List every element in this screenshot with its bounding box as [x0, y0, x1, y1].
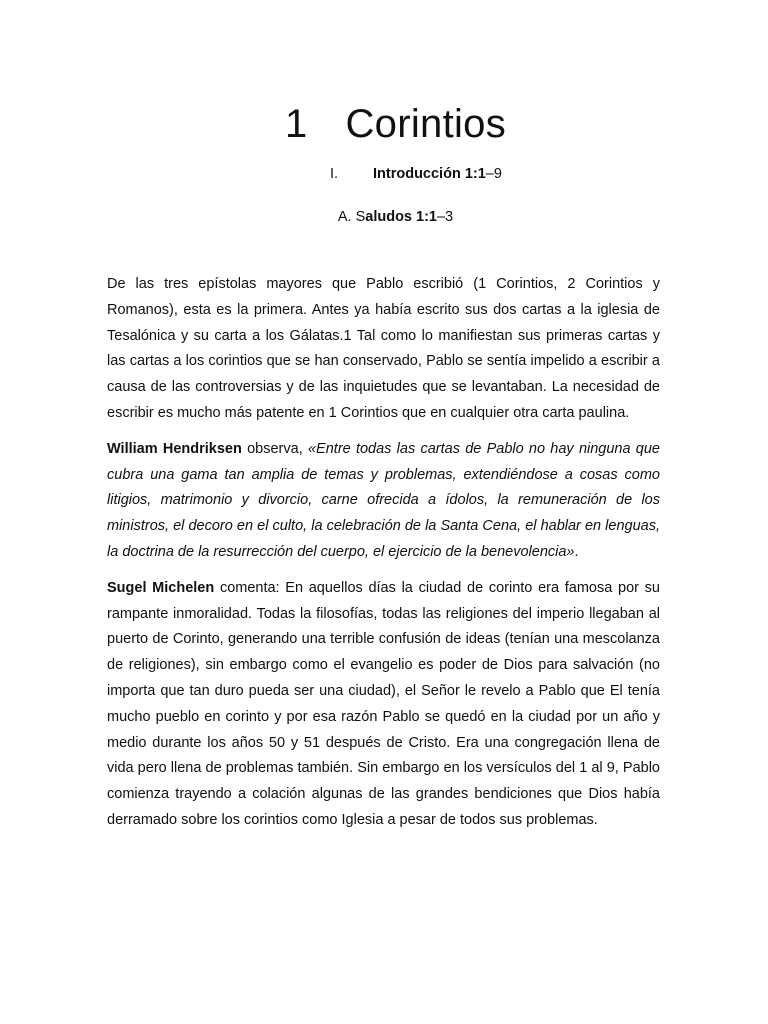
- section-heading: [107, 162, 660, 186]
- section-label: Introducción 1:1: [373, 166, 486, 182]
- title-word: Corintios: [345, 102, 507, 146]
- section-label-wrap: [373, 162, 502, 186]
- subsection-range-end: –3: [436, 209, 454, 225]
- author-name: William Hendriksen: [107, 440, 242, 457]
- paragraph-verb: observa,: [241, 440, 308, 457]
- paragraph-intro: De las tres epístolas mayores que Pablo escribió (1 Corintios, 2 Corintios y Romanos), esta es la primera. Antes ya había escrito sus dos cartas a la iglesia de Tesalónica y su carta a los Gálatas.1 Tal como lo manifiestan sus primeras cartas y las cartas a los corintios que se han conservado, Pablo se sentía impelido a escribir a causa de las controversias y de las inquietudes que se levantaban. La necesidad de escribir es mucho más patente en 1 Corintios que en cualquier otra carta paulina.: [107, 276, 660, 421]
- paragraph-end: .: [574, 543, 579, 560]
- document-page: [107, 96, 660, 834]
- title-number: 1: [284, 102, 308, 146]
- subsection-label: aludos 1:1: [365, 209, 437, 225]
- paragraph-michelen: [107, 576, 660, 834]
- section-numeral: I.: [330, 166, 339, 182]
- subsection-prefix: A. S: [337, 209, 366, 225]
- quote-text: «Entre todas las cartas de Pablo no hay ninguna que cubra una gama tan amplia de temas y problemas, extendiéndose a cosas como litigios, matrimonio y divorcio, carne ofrecida a ídolos, la remuneración de los ministros, el decoro en el culto, la celebración de la Santa Cena, el hablar en lenguas, la doctrina de la resurrección del cuerpo, el ejercicio de la benevolencia»: [107, 440, 660, 560]
- subsection-heading: [107, 205, 660, 229]
- paragraph-hendriksen: [107, 437, 660, 566]
- paragraph-body: comenta: En aquellos días la ciudad de corinto era famosa por su rampante inmoralidad. Todas la filosofías, todas las religiones del imperio llegaban al puerto de Corinto, generando una terrible confusión de ideas (tenían una mescolanza de religiones), sin embargo como el evangelio es poder de Dios para salvación (no importa que tan duro pueda ser una ciudad), el Señor le revelo a Pablo que El tenía mucho pueblo en corinto y por esa razón Pablo se quedó en la ciudad por un año y medio durante los años 50 y 51 después de Cristo. Era una congregación llena de vida pero llena de problemas también. Sin embargo en los versículos del 1 al 9, Pablo comienza trayendo a colación algunas de las grandes bendiciones que Dios había derramado sobre los corintios como Iglesia a pesar de todos sus problemas.: [107, 579, 660, 828]
- page-title: [107, 96, 660, 152]
- author-name: Sugel Michelen: [107, 579, 215, 596]
- section-range-end: –9: [485, 166, 502, 182]
